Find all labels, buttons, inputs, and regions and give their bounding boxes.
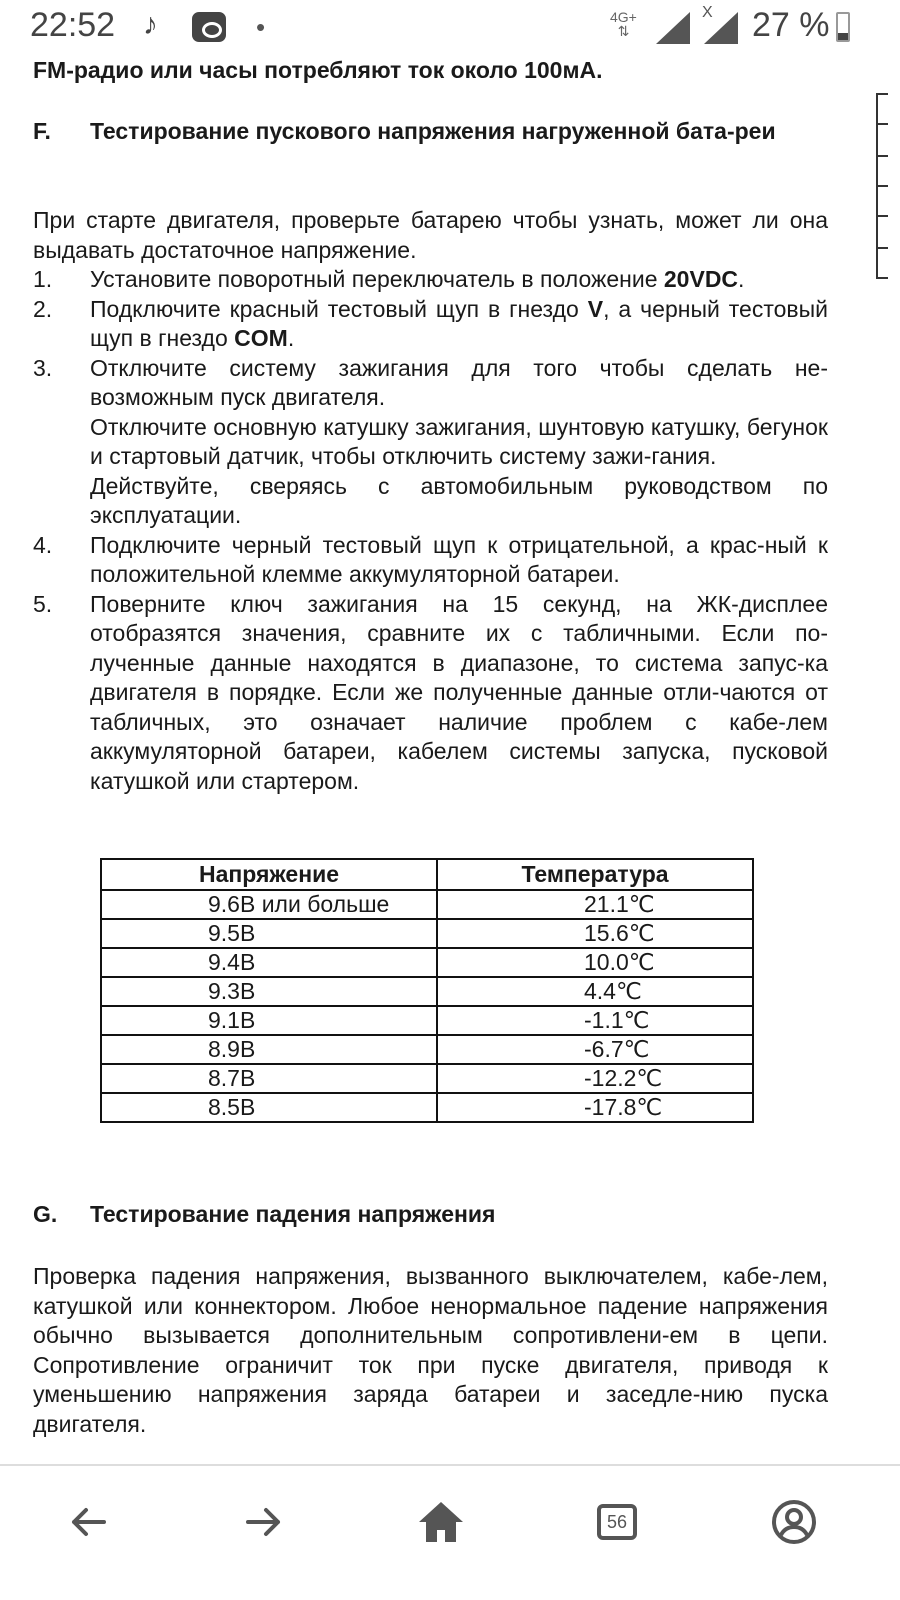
signal-strength-icon bbox=[656, 12, 690, 44]
voltage-cell: 8.9В bbox=[101, 1035, 437, 1064]
temperature-cell: 4.4℃ bbox=[437, 977, 753, 1006]
table-header-voltage: Напряжение bbox=[101, 859, 437, 890]
no-service-x-icon: X bbox=[702, 4, 713, 21]
tabs-count: 56 bbox=[606, 1511, 628, 1532]
section-g-title: Тестирование падения напряжения bbox=[90, 1201, 496, 1227]
step-text-3: Действуйте, сверяясь с автомобильным руководством по эксплуатации. bbox=[90, 472, 828, 528]
network-type-label: 4G+ ⇅ bbox=[610, 9, 637, 39]
battery-icon bbox=[836, 12, 850, 42]
temperature-cell: 15.6℃ bbox=[437, 919, 753, 948]
section-f-intro: При старте двигателя, проверьте батарею чтобы узнать, может ли она выдавать достаточное напряжение. bbox=[33, 207, 828, 263]
forward-button[interactable] bbox=[234, 1492, 294, 1552]
voltage-cell: 9.4В bbox=[101, 948, 437, 977]
step-text-2: Отключите основную катушку зажигания, шунтовую катушку, бегунок и стартовый датчик, чтобы отключить систему зажи-гания. bbox=[90, 413, 828, 469]
table-row bbox=[101, 977, 753, 1006]
step-text-end: . bbox=[287, 325, 295, 351]
temperature-cell: -1.1℃ bbox=[437, 1006, 753, 1035]
step-text: Отключите систему зажигания для того чтобы сделать не-возможным пуск двигателя. bbox=[90, 354, 828, 410]
tabs-button[interactable] bbox=[587, 1492, 647, 1552]
status-bar bbox=[0, 0, 900, 56]
section-g-text: Проверка падения напряжения, вызванного выключателем, кабе-лем, катушкой или коннектором. Любое ненормальное падение напряжения обычно вызывается дополнительным сопротивлени-ем в цепи. Сопротивление ограничит ток при пуске двигателя, приводя к уменьшению напряжения заряда батареи и заседле-нию пуска двигателя. bbox=[33, 1263, 828, 1437]
step-text-mid: , а черный тестовый щуп в гнездо bbox=[90, 295, 828, 351]
temperature-cell: 10.0℃ bbox=[437, 948, 753, 977]
table-row bbox=[101, 1064, 753, 1093]
temperature-cell: -17.8℃ bbox=[437, 1093, 753, 1122]
section-g-heading bbox=[33, 1199, 828, 1229]
top-line-text: FM-радио или часы потребляют ток около 100мА. bbox=[33, 57, 603, 83]
battery-fill bbox=[838, 33, 848, 40]
step-text-end: . bbox=[738, 266, 745, 292]
step-text: Установите поворотный переключатель в положение bbox=[90, 266, 664, 292]
neighbor-page-table-edge bbox=[876, 93, 888, 279]
temperature-cell: 21.1℃ bbox=[437, 890, 753, 919]
step-number: 1. bbox=[33, 266, 53, 292]
step-4 bbox=[33, 531, 828, 590]
step-bold-value-2: COM bbox=[234, 325, 288, 351]
signal-strength-2-icon bbox=[704, 12, 738, 44]
table-header-row bbox=[101, 859, 753, 890]
table-body bbox=[101, 890, 753, 1122]
home-button[interactable] bbox=[411, 1492, 471, 1552]
table-row bbox=[101, 1035, 753, 1064]
voltage-cell: 9.1В bbox=[101, 1006, 437, 1035]
profile-button[interactable] bbox=[764, 1492, 824, 1552]
step-5 bbox=[33, 590, 828, 797]
steps-list bbox=[33, 265, 828, 796]
step-text: Подключите черный тестовый щуп к отрицательной, а крас-ный к положительной клемме аккумуляторной батареи. bbox=[90, 531, 828, 587]
voltage-cell: 8.5В bbox=[101, 1093, 437, 1122]
step-text: Подключите красный тестовый щуп в гнездо bbox=[90, 295, 588, 322]
table-row bbox=[101, 948, 753, 977]
table-row bbox=[101, 890, 753, 919]
back-button[interactable] bbox=[58, 1492, 118, 1552]
section-f-title: Тестирование пускового напряжения нагруженной бата-реи bbox=[90, 118, 776, 144]
table-row bbox=[101, 919, 753, 948]
temperature-cell: -12.2℃ bbox=[437, 1064, 753, 1093]
profile-icon bbox=[771, 1499, 817, 1545]
voltage-cell: 9.3В bbox=[101, 977, 437, 1006]
step-number: 2. bbox=[33, 295, 53, 322]
more-notifications-dot-icon: • bbox=[256, 12, 266, 42]
step-bold-value: V bbox=[587, 295, 604, 322]
table-row bbox=[101, 1093, 753, 1122]
tabs-icon bbox=[597, 1504, 637, 1540]
step-3 bbox=[33, 354, 828, 531]
bottom-navigation-bar bbox=[0, 1466, 900, 1600]
step-2 bbox=[33, 295, 828, 354]
step-number: 5. bbox=[33, 590, 53, 617]
voltage-cell: 9.5В bbox=[101, 919, 437, 948]
battery-percent: 27 % bbox=[752, 6, 830, 44]
voltage-cell: 9.6В или больше bbox=[101, 890, 437, 919]
app-notification-icon bbox=[192, 12, 226, 42]
back-arrow-icon bbox=[68, 1502, 108, 1542]
step-1 bbox=[33, 265, 828, 295]
section-g-letter: G. bbox=[33, 1201, 58, 1227]
voltage-cell: 8.7В bbox=[101, 1064, 437, 1093]
table-row bbox=[101, 1006, 753, 1035]
step-number: 4. bbox=[33, 531, 53, 558]
temperature-cell: -6.7℃ bbox=[437, 1035, 753, 1064]
step-number: 3. bbox=[33, 354, 53, 381]
voltage-temperature-table bbox=[100, 858, 754, 1123]
status-time: 22:52 bbox=[30, 6, 116, 44]
section-f-letter: F. bbox=[33, 118, 51, 144]
section-f-heading bbox=[33, 116, 828, 146]
step-bold-value: 20VDC bbox=[663, 266, 739, 292]
tiktok-notification-icon: ♪ bbox=[143, 8, 158, 41]
forward-arrow-icon bbox=[244, 1502, 284, 1542]
step-text: Поверните ключ зажигания на 15 секунд, на ЖК-дисплее отобразятся значения, сравните их с табличными. Если по-лученные данные находятся в диапазоне, то система запус-ка двигателя в порядке. Если же полученные данные отли-чаются от табличных, это означает наличие проблем с кабе-лем аккумуляторной батареи, кабелем системы запуска, пусковой катушкой или стартером. bbox=[90, 590, 828, 794]
home-icon bbox=[417, 1500, 465, 1544]
table-header-temperature: Температура bbox=[437, 859, 753, 890]
